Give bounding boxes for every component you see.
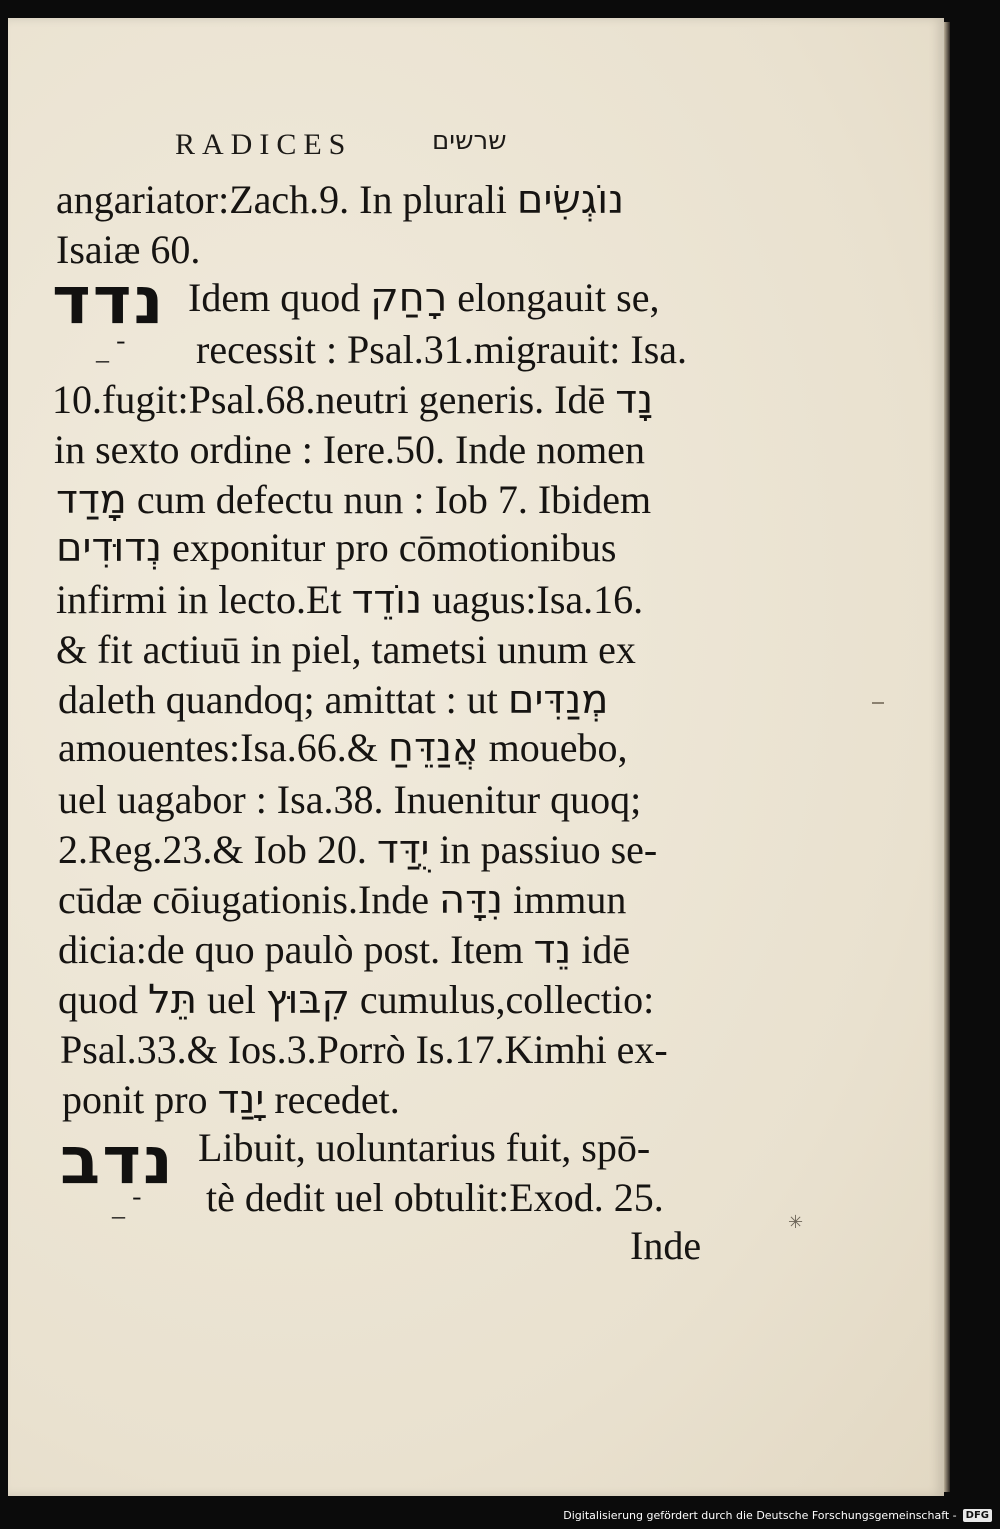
latin-text: mouebo, — [478, 725, 628, 770]
text-line — [60, 1026, 668, 1074]
dfg-logo-badge: DFG — [963, 1509, 992, 1522]
running-head-hebrew: שרשים — [432, 126, 507, 156]
hebrew-word: יֻדַּד — [376, 827, 430, 873]
latin-text: recedet. — [264, 1077, 400, 1122]
hebrew-word: מְנַדִּים — [507, 677, 609, 723]
entry-vowel-marks: _ ־ — [112, 1192, 142, 1221]
latin-text: cum defectu nun : Iob 7. Ibidem — [126, 477, 652, 522]
latin-text: Psal.33.& Ios.3.Porrò Is.17.Kimhi ex- — [60, 1027, 668, 1072]
text-line — [56, 576, 643, 624]
latin-text: uel — [197, 977, 266, 1022]
ink-smudge: ✳ — [788, 1212, 804, 1232]
text-line — [56, 626, 636, 674]
latin-text: 2.Reg.23.& Iob 20. — [58, 827, 377, 872]
text-line — [58, 976, 654, 1024]
entry-headword: נדב — [60, 1122, 175, 1199]
text-line — [56, 226, 200, 274]
latin-text: amouentes:Isa.66.& — [58, 725, 388, 770]
entry-vowel-marks: _ ־ — [96, 336, 126, 365]
hebrew-word: נִדָּה — [439, 877, 504, 923]
hebrew-word: נֵד — [533, 927, 572, 973]
hebrew-word: תֵּל — [148, 977, 198, 1023]
text-line — [58, 776, 641, 824]
latin-text: daleth quandoq; amittat : ut — [58, 677, 508, 722]
latin-text: angariator:Zach.9. In plurali — [56, 177, 517, 222]
margin-mark — [872, 702, 884, 704]
latin-text: Idem quod — [188, 275, 371, 320]
latin-text: immun — [503, 877, 627, 922]
latin-text: recessit : Psal.31.migrauit: Isa. — [196, 327, 688, 372]
text-line — [56, 524, 616, 572]
latin-text: cūdæ cōiugationis.Inde — [58, 877, 440, 922]
latin-text: ponit pro — [62, 1077, 218, 1122]
latin-text: exponitur pro cōmotionibus — [162, 525, 617, 570]
text-line — [58, 676, 608, 724]
latin-text: in passiuo se- — [429, 827, 658, 872]
running-head-latin: RADICES — [175, 128, 353, 161]
latin-text: uel uagabor : Isa.38. Inuenitur quoq; — [58, 777, 642, 822]
hebrew-word: יָנַד — [217, 1077, 265, 1123]
text-line — [52, 376, 653, 424]
hebrew-word: נוֹדֵד — [351, 577, 423, 623]
latin-text: & fit actiuū in piel, tametsi unum ex — [56, 627, 636, 672]
hebrew-word: אֲנַדֵּחַ — [387, 725, 479, 771]
latin-text: uagus:Isa.16. — [422, 577, 644, 622]
text-line — [58, 826, 657, 874]
latin-text: cumulus,collectio: — [349, 977, 655, 1022]
footer-credit — [563, 1505, 992, 1525]
entry-headword: נדד — [52, 262, 166, 339]
hebrew-word: רָחַק — [370, 275, 448, 321]
text-line — [196, 326, 687, 374]
latin-text: Libuit, uoluntarius fuit, spō- — [198, 1125, 651, 1170]
hebrew-word: קִבּוּץ — [265, 977, 350, 1023]
text-line — [58, 724, 628, 772]
text-line — [58, 926, 630, 974]
text-line — [56, 476, 651, 524]
text-line — [54, 426, 645, 474]
latin-text: quod — [58, 977, 148, 1022]
hebrew-word: מָדַד — [56, 477, 127, 523]
latin-text: idē — [571, 927, 631, 972]
latin-text: 10.fugit:Psal.68.neutri generis. Idē — [52, 377, 616, 422]
latin-text: Inde — [630, 1223, 702, 1268]
latin-text: dicia:de quo paulò post. Item — [58, 927, 534, 972]
text-line — [188, 274, 659, 322]
text-line — [62, 1076, 400, 1124]
text-line — [630, 1222, 701, 1270]
page-edge — [944, 22, 950, 1492]
text-line — [198, 1124, 650, 1172]
latin-text: Isaiæ 60. — [56, 227, 201, 272]
hebrew-word: נְדוּדִים — [56, 525, 163, 571]
latin-text: in sexto ordine : Iere.50. Inde nomen — [54, 427, 645, 472]
footer-credit-text: Digitalisierung gefördert durch die Deutsche Forschungsgemeinschaft - — [563, 1508, 957, 1522]
text-line — [58, 876, 626, 924]
hebrew-word: נָד — [615, 377, 654, 423]
text-line — [56, 176, 624, 224]
latin-text: tè dedit uel obtulit:Exod. 25. — [206, 1175, 664, 1220]
text-line — [206, 1174, 664, 1222]
latin-text: elongauit se, — [447, 275, 660, 320]
hebrew-word: נוֹגְשִׂים — [516, 177, 625, 223]
latin-text: infirmi in lecto.Et — [56, 577, 352, 622]
